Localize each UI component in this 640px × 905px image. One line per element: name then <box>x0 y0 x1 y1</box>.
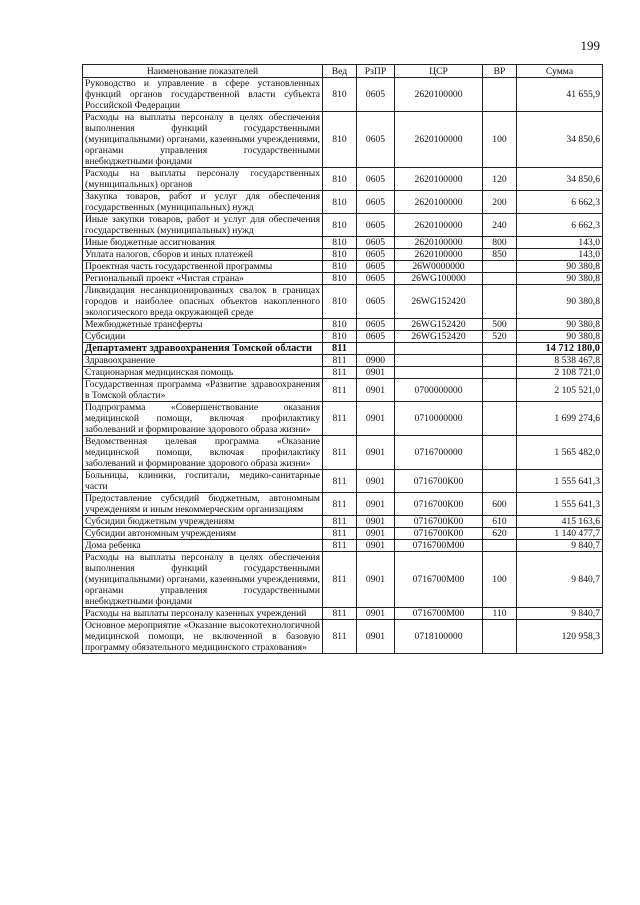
cell-rzpr: 0901 <box>357 608 395 620</box>
cell-vr: 120 <box>483 168 517 191</box>
table-row <box>83 470 603 493</box>
cell-csr: 2620100000 <box>395 249 483 261</box>
cell-vr <box>483 540 517 552</box>
cell-vr <box>483 285 517 319</box>
cell-ved: 811 <box>323 528 357 540</box>
cell-name: Расходы на выплаты персоналу казенных учреждений <box>83 608 323 620</box>
cell-ved: 811 <box>323 379 357 402</box>
cell-csr <box>395 367 483 379</box>
table-row <box>83 367 603 379</box>
cell-csr: 0716700К00 <box>395 493 483 516</box>
cell-rzpr: 0901 <box>357 528 395 540</box>
cell-csr: 0710000000 <box>395 402 483 436</box>
cell-ved: 810 <box>323 261 357 273</box>
cell-ved: 811 <box>323 436 357 470</box>
cell-csr: 26WG152420 <box>395 319 483 331</box>
cell-vr: 520 <box>483 331 517 343</box>
table-row <box>83 237 603 249</box>
cell-name: Субсидии <box>83 331 323 343</box>
cell-vr: 600 <box>483 493 517 516</box>
header-ved: Вед <box>323 65 357 78</box>
cell-vr <box>483 620 517 654</box>
cell-csr: 0718100000 <box>395 620 483 654</box>
cell-name: Стационарная медицинская помощь <box>83 367 323 379</box>
cell-sum: 1 555 641,3 <box>517 493 603 516</box>
table-row <box>83 528 603 540</box>
cell-csr: 2620100000 <box>395 78 483 112</box>
cell-rzpr: 0901 <box>357 367 395 379</box>
cell-name: Руководство и управление в сфере установленных функций органов государственной власти субъекта Российской Федерации <box>83 78 323 112</box>
cell-sum: 6 662,3 <box>517 214 603 237</box>
cell-name: Закупка товаров, работ и услуг для обеспечения государственных (муниципальных) нужд <box>83 191 323 214</box>
cell-rzpr: 0605 <box>357 78 395 112</box>
page-number: 199 <box>580 38 600 53</box>
cell-csr: 0700000000 <box>395 379 483 402</box>
cell-csr: 2620100000 <box>395 168 483 191</box>
cell-sum: 120 958,3 <box>517 620 603 654</box>
cell-name: Субсидии бюджетным учреждениям <box>83 516 323 528</box>
cell-vr: 800 <box>483 237 517 249</box>
cell-rzpr: 0605 <box>357 331 395 343</box>
header-vr: ВР <box>483 65 517 78</box>
cell-sum: 14 712 180,0 <box>517 343 603 355</box>
cell-ved: 811 <box>323 493 357 516</box>
cell-rzpr: 0901 <box>357 540 395 552</box>
cell-ved: 810 <box>323 237 357 249</box>
cell-sum: 34 850,6 <box>517 112 603 168</box>
cell-name: Иные бюджетные ассигнования <box>83 237 323 249</box>
cell-name: Расходы на выплаты персоналу в целях обеспечения выполнения функций государственными (муниципальными) органами, казенными учреждениями, органами управления государственными внебюджетными фондами <box>83 112 323 168</box>
cell-ved: 811 <box>323 608 357 620</box>
table-row <box>83 608 603 620</box>
cell-rzpr: 0901 <box>357 470 395 493</box>
cell-ved: 811 <box>323 620 357 654</box>
cell-vr: 100 <box>483 112 517 168</box>
cell-sum: 143,0 <box>517 237 603 249</box>
cell-sum: 34 850,6 <box>517 168 603 191</box>
cell-csr: 26W0000000 <box>395 261 483 273</box>
table-row <box>83 249 603 261</box>
table-row <box>83 552 603 608</box>
cell-ved: 810 <box>323 191 357 214</box>
table-row <box>83 379 603 402</box>
cell-csr: 0716700000 <box>395 436 483 470</box>
table-row <box>83 191 603 214</box>
cell-vr <box>483 367 517 379</box>
header-rzpr: РзПР <box>357 65 395 78</box>
cell-rzpr <box>357 343 395 355</box>
cell-vr: 500 <box>483 319 517 331</box>
cell-name: Субсидии автономным учреждениям <box>83 528 323 540</box>
header-csr: ЦСР <box>395 65 483 78</box>
cell-csr: 26WG152420 <box>395 285 483 319</box>
cell-vr <box>483 261 517 273</box>
header-sum: Сумма <box>517 65 603 78</box>
cell-vr: 200 <box>483 191 517 214</box>
cell-vr: 110 <box>483 608 517 620</box>
table-row <box>83 516 603 528</box>
cell-csr: 26WG152420 <box>395 331 483 343</box>
cell-sum: 1 140 477,7 <box>517 528 603 540</box>
table-row <box>83 436 603 470</box>
cell-vr: 100 <box>483 552 517 608</box>
cell-rzpr: 0605 <box>357 285 395 319</box>
cell-csr: 2620100000 <box>395 191 483 214</box>
cell-name: Межбюджетные трансферты <box>83 319 323 331</box>
cell-name: Больницы, клиники, госпитали, медико-санитарные части <box>83 470 323 493</box>
table-row <box>83 78 603 112</box>
cell-sum: 41 655,9 <box>517 78 603 112</box>
table-row <box>83 319 603 331</box>
cell-csr: 0716700К00 <box>395 516 483 528</box>
cell-rzpr: 0901 <box>357 620 395 654</box>
table-row <box>83 355 603 367</box>
table-row <box>83 540 603 552</box>
table-row <box>83 493 603 516</box>
table-row <box>83 273 603 285</box>
table-row <box>83 168 603 191</box>
cell-ved: 810 <box>323 319 357 331</box>
cell-sum: 90 380,8 <box>517 319 603 331</box>
table-row <box>83 402 603 436</box>
cell-name: Подпрограмма «Совершенствование оказания медицинской помощи, включая профилактику заболеваний и формирование здорового образа жизни» <box>83 402 323 436</box>
cell-name: Проектная часть государственной программы <box>83 261 323 273</box>
cell-vr <box>483 78 517 112</box>
cell-ved: 811 <box>323 367 357 379</box>
cell-sum: 6 662,3 <box>517 191 603 214</box>
cell-name: Региональный проект «Чистая страна» <box>83 273 323 285</box>
cell-name: Дома ребенка <box>83 540 323 552</box>
cell-rzpr: 0900 <box>357 355 395 367</box>
cell-csr: 2620100000 <box>395 237 483 249</box>
cell-sum: 9 840,7 <box>517 540 603 552</box>
cell-csr: 26WG100000 <box>395 273 483 285</box>
table-row <box>83 112 603 168</box>
cell-vr: 240 <box>483 214 517 237</box>
table-row <box>83 620 603 654</box>
cell-vr <box>483 343 517 355</box>
cell-rzpr: 0901 <box>357 493 395 516</box>
cell-rzpr: 0605 <box>357 237 395 249</box>
cell-csr: 2620100000 <box>395 112 483 168</box>
cell-ved: 811 <box>323 552 357 608</box>
cell-ved: 811 <box>323 516 357 528</box>
cell-rzpr: 0605 <box>357 319 395 331</box>
cell-sum: 143,0 <box>517 249 603 261</box>
cell-name: Расходы на выплаты персоналу в целях обеспечения выполнения функций государственными (муниципальными) органами, казенными учреждениями, органами управления государственными внебюджетными фондами <box>83 552 323 608</box>
table-row <box>83 343 603 355</box>
cell-sum: 1 565 482,0 <box>517 436 603 470</box>
cell-rzpr: 0605 <box>357 273 395 285</box>
cell-name: Иные закупки товаров, работ и услуг для обеспечения государственных (муниципальных) нужд <box>83 214 323 237</box>
cell-name: Здравоохранение <box>83 355 323 367</box>
cell-rzpr: 0901 <box>357 379 395 402</box>
header-name: Наименование показателей <box>83 65 323 78</box>
cell-name: Основное мероприятие «Оказание высокотехнологичной медицинской помощи, не включенной в базовую программу обязательного медицинского страхования» <box>83 620 323 654</box>
cell-sum: 90 380,8 <box>517 331 603 343</box>
cell-ved: 810 <box>323 78 357 112</box>
cell-csr: 0716700М00 <box>395 540 483 552</box>
cell-sum: 2 105 521,0 <box>517 379 603 402</box>
table-body <box>83 78 603 654</box>
cell-sum: 2 108 721,0 <box>517 367 603 379</box>
cell-ved: 811 <box>323 355 357 367</box>
cell-csr: 0716700К00 <box>395 470 483 493</box>
cell-ved: 810 <box>323 168 357 191</box>
cell-name: Расходы на выплаты персоналу государственных (муниципальных) органов <box>83 168 323 191</box>
table-row <box>83 331 603 343</box>
cell-sum: 415 163,6 <box>517 516 603 528</box>
cell-ved: 811 <box>323 540 357 552</box>
cell-vr <box>483 355 517 367</box>
cell-csr <box>395 355 483 367</box>
cell-sum: 1 555 641,3 <box>517 470 603 493</box>
cell-rzpr: 0605 <box>357 191 395 214</box>
cell-name: Ведомственная целевая программа «Оказание медицинской помощи, включая профилактику заболеваний и формирование здорового образа жизни» <box>83 436 323 470</box>
cell-vr <box>483 273 517 285</box>
cell-sum: 90 380,8 <box>517 261 603 273</box>
cell-ved: 811 <box>323 470 357 493</box>
cell-sum: 8 538 467,8 <box>517 355 603 367</box>
cell-csr: 0716700М00 <box>395 608 483 620</box>
cell-name: Ликвидация несанкционированных свалок в границах городов и наиболее опасных объектов накопленного экологического вреда окружающей среде <box>83 285 323 319</box>
cell-rzpr: 0901 <box>357 402 395 436</box>
cell-ved: 811 <box>323 343 357 355</box>
cell-vr <box>483 436 517 470</box>
cell-ved: 810 <box>323 214 357 237</box>
cell-ved: 811 <box>323 402 357 436</box>
table-row <box>83 285 603 319</box>
cell-vr: 850 <box>483 249 517 261</box>
cell-csr: 0716700М00 <box>395 552 483 608</box>
cell-sum: 9 840,7 <box>517 552 603 608</box>
cell-sum: 9 840,7 <box>517 608 603 620</box>
cell-ved: 810 <box>323 112 357 168</box>
cell-sum: 90 380,8 <box>517 273 603 285</box>
cell-sum: 90 380,8 <box>517 285 603 319</box>
cell-ved: 810 <box>323 273 357 285</box>
cell-sum: 1 699 274,6 <box>517 402 603 436</box>
cell-rzpr: 0901 <box>357 436 395 470</box>
cell-rzpr: 0605 <box>357 214 395 237</box>
cell-vr: 610 <box>483 516 517 528</box>
cell-ved: 810 <box>323 331 357 343</box>
cell-name: Департамент здравоохранения Томской области <box>83 343 323 355</box>
cell-csr <box>395 343 483 355</box>
cell-rzpr: 0605 <box>357 261 395 273</box>
cell-vr <box>483 470 517 493</box>
cell-name: Предоставление субсидий бюджетным, автономным учреждениям и иным некоммерческим организациям <box>83 493 323 516</box>
table-row <box>83 214 603 237</box>
table-header-row <box>83 65 603 78</box>
cell-vr <box>483 402 517 436</box>
cell-rzpr: 0605 <box>357 168 395 191</box>
cell-name: Государственная программа «Развитие здравоохранения в Томской области» <box>83 379 323 402</box>
table-row <box>83 261 603 273</box>
cell-ved: 810 <box>323 285 357 319</box>
cell-rzpr: 0605 <box>357 249 395 261</box>
cell-rzpr: 0901 <box>357 552 395 608</box>
cell-rzpr: 0901 <box>357 516 395 528</box>
cell-vr <box>483 379 517 402</box>
cell-csr: 2620100000 <box>395 214 483 237</box>
cell-rzpr: 0605 <box>357 112 395 168</box>
cell-vr: 620 <box>483 528 517 540</box>
budget-table <box>82 64 603 654</box>
cell-ved: 810 <box>323 249 357 261</box>
cell-name: Уплата налогов, сборов и иных платежей <box>83 249 323 261</box>
cell-csr: 0716700К00 <box>395 528 483 540</box>
